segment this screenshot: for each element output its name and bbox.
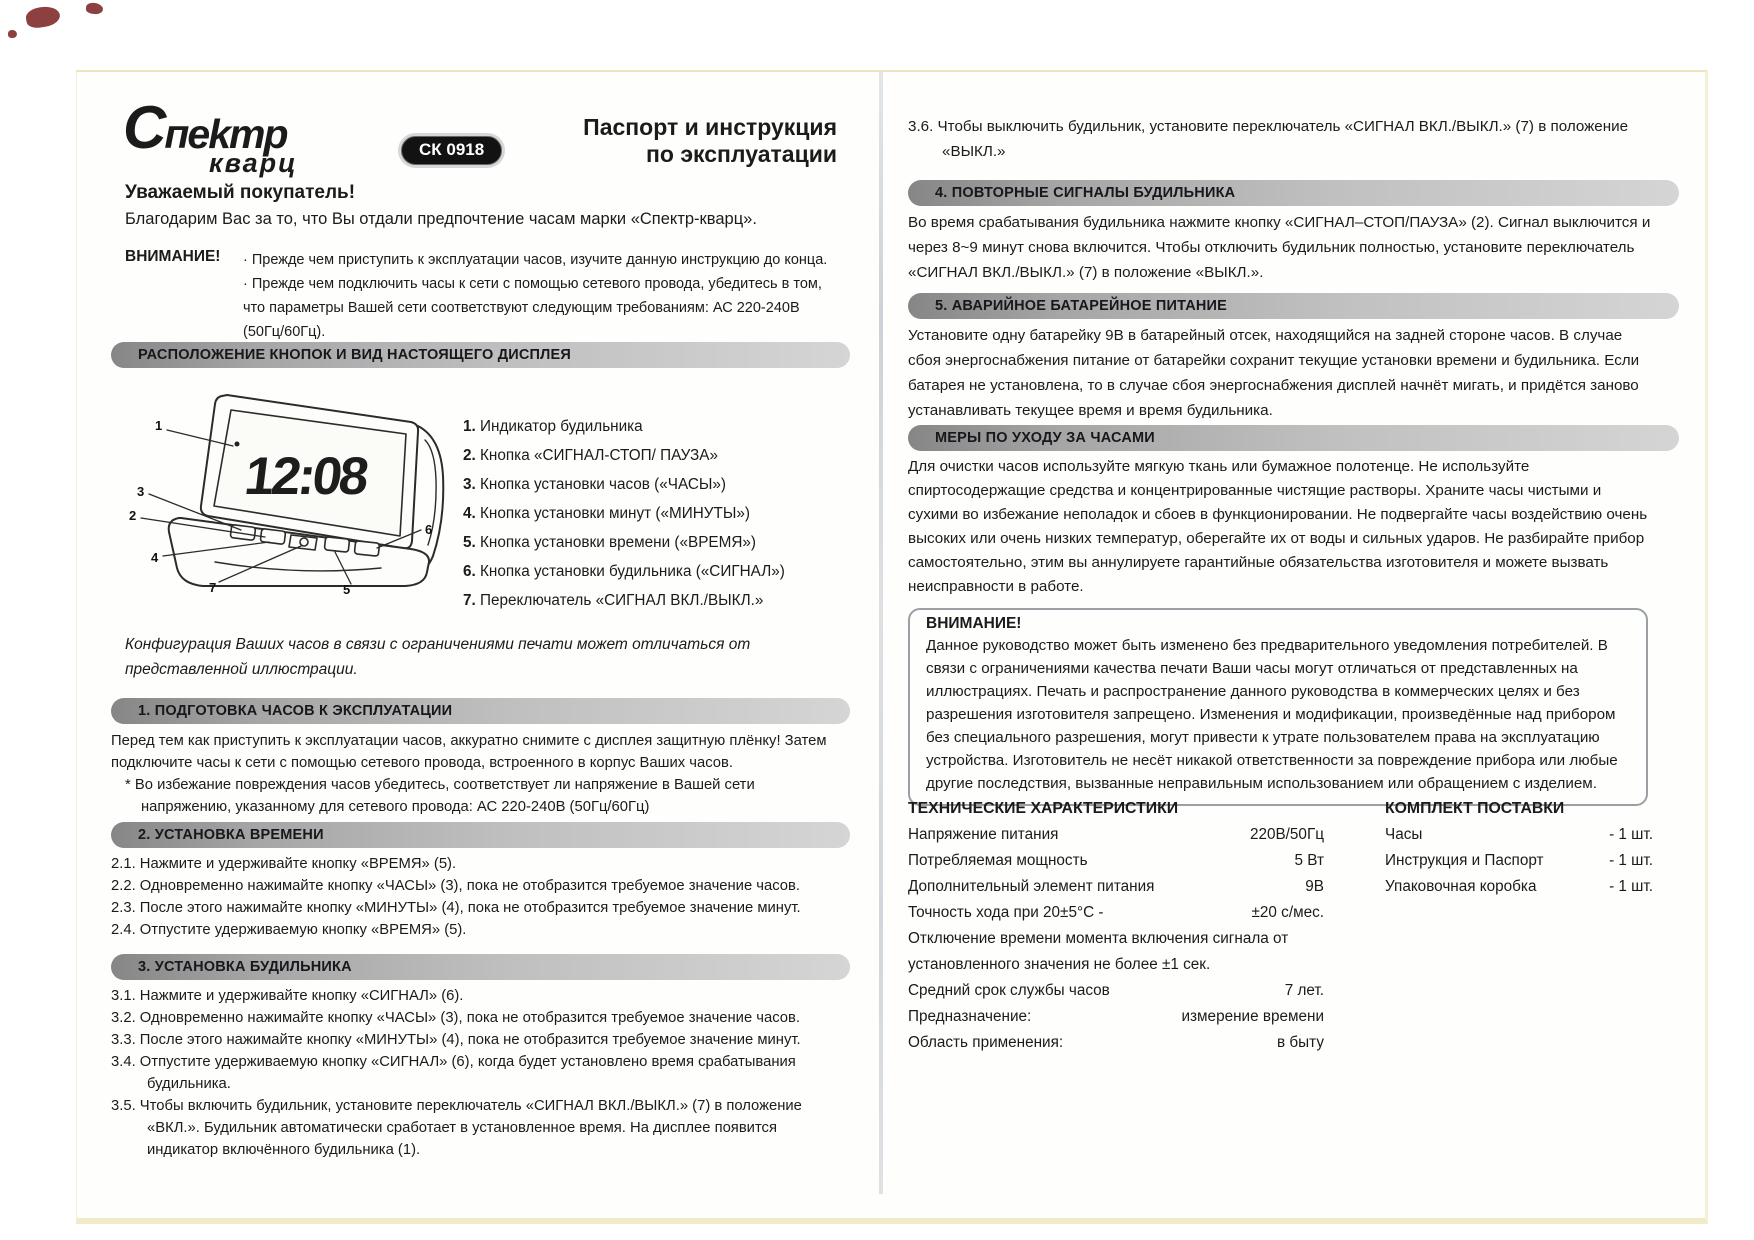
warning-box-heading: ВНИМАНИЕ! [926,615,1022,632]
specs-area [908,796,1652,1056]
figure-disclaimer: Конфигурация Ваших часов в связи с ограничениями печати может отличаться от представленной иллюстрации. [125,636,751,678]
section-header-alarm-setting: 3. УСТАНОВКА БУДИЛЬНИКА [111,954,850,980]
callout-number: 2 [129,508,137,523]
alarm-setting-steps [111,985,837,1161]
warning-box [908,608,1648,806]
preparation-note-line1: * Во избежание повреждения часов убедитесь, соответствует ли напряжение в Вашей сети [125,777,755,793]
callout-number: 1 [155,418,163,433]
page-title-line1: Паспорт и инструкция [583,114,837,140]
section-header-battery-backup: 5. АВАРИЙНОЕ БАТАРЕЙНОЕ ПИТАНИЕ [908,293,1679,319]
legend-item: 5. Кнопка установки времени («ВРЕМЯ») [463,534,756,551]
brand-name: Спеkтр [123,94,287,161]
legend-item: 7. Переключатель «СИГНАЛ ВКЛ./ВЫКЛ.» [463,592,764,609]
step-item: 3.4. Отпустите удерживаемую кнопку «СИГНАЛ» (6), когда будет установлено время срабатывания будильника. [111,1054,796,1092]
legend-item: 6. Кнопка установки будильника («СИГНАЛ») [463,563,785,580]
step-item: 2.3. После этого нажимайте кнопку «МИНУТЫ» (4), пока не отобразится требуемое значение минут. [111,900,801,916]
step-item: 3.5. Чтобы включить будильник, установите переключатель «СИГНАЛ ВКЛ./ВЫКЛ.» (7) в положение «ВКЛ.». Будильник автоматически сработает в установленное время. На дисплее появится индикатор включённого будильника (1). [111,1098,802,1158]
attention-items [243,248,837,344]
spec-row: Средний срок службы часов 7 лет. [908,982,1324,999]
section-header-repeat-signals: 4. ПОВТОРНЫЕ СИГНАЛЫ БУДИЛЬНИКА [908,180,1679,206]
clock-legend [463,412,785,615]
clock-display-time: 12:08 [241,447,370,506]
callout-number: 7 [209,580,217,595]
scan-artifact [25,4,62,29]
clock-illustration [119,380,461,628]
greeting-heading: Уважаемый покупатель! [125,182,356,203]
spec-row: Дополнительный элемент питания 9В [908,878,1324,895]
section-header-preparation: 1. ПОДГОТОВКА ЧАСОВ К ЭКСПЛУАТАЦИИ [111,698,850,724]
spec-row: Точность хода при 20±5°С - ±20 с/мес. [908,904,1324,921]
legend-item: 2. Кнопка «СИГНАЛ-СТОП/ ПАУЗА» [463,447,718,464]
care-text: Для очистки часов используйте мягкую ткань или бумажное полотенце. Не используйте спиртосодержащие средства и концентрированные чистящие растворы. Храните часы чистыми и сухими во избежание неполадок и сбоев в функционировании. Не подвергайте часы воздействию очень высоких или очень низких температур, оберегайте их от воды и сильных ударов. Не разбирайте прибор самостоятельно, этим вы аннулируете гарантийные обязательства изготовителя и можете вызвать неисправности в работе. [908,458,1648,595]
step-item: 2.1. Нажмите и удерживайте кнопку «ВРЕМЯ» (5). [111,856,457,872]
preparation-note-line2: напряжению, указанному для сетевого провода: АС 220-240В (50Гц/60Гц) [141,799,650,815]
step-item: 3.2. Одновременно нажимайте кнопку «ЧАСЫ» (3), пока не отобразится требуемое значение часов. [111,1010,800,1026]
scan-artifact [8,30,17,38]
attention-block [125,248,837,344]
page-title [583,114,837,168]
scan-artifact [85,2,103,15]
legend-item: 3. Кнопка установки часов («ЧАСЫ») [463,476,727,493]
spec-row: Область применения: в быту [908,1034,1324,1051]
package-row: Инструкция и Паспорт - 1 шт. [1385,852,1653,869]
paper-sheet [76,70,1708,1224]
section-header-care: МЕРЫ ПО УХОДУ ЗА ЧАСАМИ [908,425,1679,451]
step-item: 2.2. Одновременно нажимайте кнопку «ЧАСЫ» (3), пока не отобразится требуемое значение часов. [111,878,800,894]
attention-item: · Прежде чем подключить часы к сети с помощью сетевого провода, убедитесь в том, что параметры Вашей сети соответствуют следующим требованиям: АС 220-240В (50Гц/60Гц). [243,276,822,340]
page-fold-line [879,72,883,1194]
alarm-indicator-dot [235,442,240,447]
section-header-buttons-layout: РАСПОЛОЖЕНИЕ КНОПОК И ВИД НАСТОЯЩЕГО ДИСПЛЕЯ [111,342,850,368]
step-item: 3.1. Нажмите и удерживайте кнопку «СИГНАЛ» (6). [111,988,464,1004]
attention-label: ВНИМАНИЕ! [125,248,221,265]
callout-number: 4 [151,550,159,565]
warning-box-text: Данное руководство может быть изменено без предварительного уведомления потребителей. В связи с ограничениями качества печати Ваши часы могут отличаться от представленных на иллюстрациях. Печать и распространение данного руководства в коммерческих целях и без разрешения изготовителя запрещено. Изменения и модификации, произведённые над прибором без специального разрешения, могут привести к утрате пользователем права на эксплуатацию устройства. Изготовитель не несёт никакой ответственности за повреждение прибора или любые другие последствия, вызванные неправильным использованием или обращением с изделием. [926,637,1618,792]
callout-number: 3 [137,484,145,499]
spec-note: Отключение времени момента включения сигнала от установленного значения не более ±1 сек. [908,930,1289,973]
attention-item: · Прежде чем приступить к эксплуатации часов, изучите данную инструкцию до конца. [243,252,828,268]
greeting-text: Благодарим Вас за то, что Вы отдали предпочтение часам марки «Спектр-кварц». [125,210,757,228]
section-header-time-setting: 2. УСТАНОВКА ВРЕМЕНИ [111,822,850,848]
brand-subname: кварц [209,148,298,178]
preparation-text [111,730,837,818]
package-heading: КОМПЛЕКТ ПОСТАВКИ [1385,800,1565,817]
preparation-paragraph: Перед тем как приступить к эксплуатации часов, аккуратно снимите с дисплея защитную плёнку! Затем подключите часы к сети с помощью сетевого провода, встроенного в корпус Ваших часов. [111,733,827,771]
step-item: 3.3. После этого нажимайте кнопку «МИНУТЫ» (4), пока не отобразится требуемое значение минут. [111,1032,801,1048]
repeat-signals-text: Во время срабатывания будильника нажмите кнопку «СИГНАЛ–СТОП/ПАУЗА» (2). Сигнал выключится и через 8~9 минут снова включится. Чтобы отключить будильник полностью, установите переключатель «СИГНАЛ ВКЛ./ВЫКЛ.» (7) в положение «ВЫКЛ.». [908,214,1651,281]
time-setting-steps [111,853,837,941]
page-title-line2: по эксплуатации [646,141,837,167]
battery-backup-text: Установите одну батарейку 9В в батарейный отсек, находящийся на задней стороне часов. В случае сбоя энергоснабжения питание от батарейки сохранит текущие установки времени и будильника. Если батарея не установлена, то в случае сбоя энергоснабжения дисплей начнёт мигать, и придётся заново устанавливать текущее время и время будильника. [908,327,1640,419]
spec-row: Предназначение: измерение времени [908,1008,1324,1025]
package-row: Часы - 1 шт. [1385,826,1653,843]
clock-figure [111,376,837,628]
legend-item: 1. Индикатор будильника [463,418,643,435]
step-item-36: 3.6. Чтобы выключить будильник, установите переключатель «СИГНАЛ ВКЛ./ВЫКЛ.» (7) в положение «ВЫКЛ.» [908,118,1629,160]
spec-row: Напряжение питания 220В/50Гц [908,826,1324,843]
tech-specs [908,796,1324,1056]
model-badge: СК 0918 [401,136,502,165]
step-item: 2.4. Отпустите удерживаемую кнопку «ВРЕМЯ» (5). [111,922,467,938]
legend-item: 4. Кнопка установки минут («МИНУТЫ») [463,505,750,522]
callout-number: 5 [343,582,351,597]
package-row: Упаковочная коробка - 1 шт. [1385,878,1653,895]
tech-specs-heading: ТЕХНИЧЕСКИЕ ХАРАКТЕРИСТИКИ [908,800,1179,817]
package-contents [1385,796,1653,900]
callout-number: 6 [425,522,433,537]
spec-row: Потребляемая мощность 5 Вт [908,852,1324,869]
